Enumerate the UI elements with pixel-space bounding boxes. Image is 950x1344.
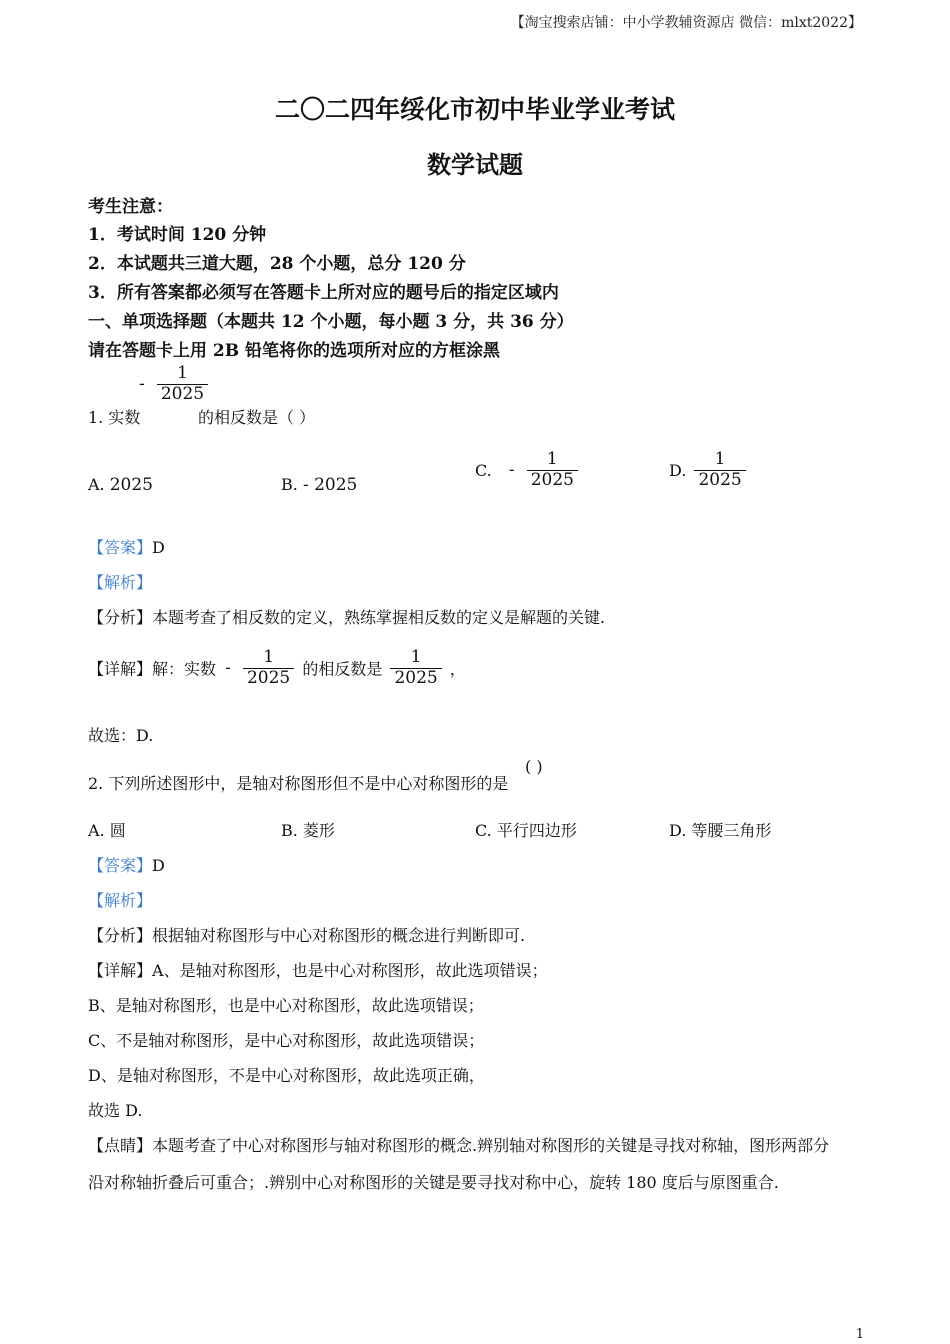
answer-value: D: [152, 856, 165, 875]
notice-heading: 考生注意：: [88, 197, 173, 217]
q2-option-c: C. 平行四边形: [475, 821, 577, 840]
notice-item: 3．所有答案都必须写在答题卡上所对应的题号后的指定区域内: [88, 283, 559, 303]
fenxi-text: 根据轴对称图形与中心对称图形的概念进行判断即可.: [152, 926, 526, 945]
q1-answer: [88, 535, 165, 558]
q1-fraction: [139, 364, 211, 404]
q2-detail-line: B、是轴对称图形，也是中心对称图形，故此选项错误；: [88, 996, 484, 1015]
detail-text: A、是轴对称图形，也是中心对称图形，故此选项错误；: [152, 961, 548, 980]
dianjing-tag: 【点睛】: [88, 1136, 153, 1155]
q1-option-b: [281, 475, 357, 495]
numerator: 1: [546, 449, 558, 469]
option-label: A.: [88, 475, 105, 494]
q2-dianjing: [88, 1133, 829, 1156]
q2-fenxi: [88, 923, 525, 946]
fraction: [694, 450, 745, 490]
q2-detail-line: C、不是轴对称图形，是中心对称图形，故此选项错误；: [88, 1031, 485, 1050]
detail-tag: 【详解】: [88, 659, 153, 679]
answer-value: D: [152, 538, 165, 557]
numerator: 1: [177, 363, 188, 383]
fraction: [157, 364, 208, 404]
exam-subtitle: 数学试题: [427, 150, 523, 179]
minus-sign: -: [225, 658, 231, 679]
denominator: 2025: [246, 667, 291, 688]
q1-prefix: 1. 实数: [88, 408, 141, 427]
fraction: [527, 450, 578, 490]
q2-option-b: B. 菱形: [281, 821, 335, 840]
q2-option-d: D. 等腰三角形: [669, 821, 772, 840]
q1-option-d: [669, 450, 749, 490]
minus-sign: -: [139, 373, 145, 394]
detail-text: 解：实数: [152, 659, 217, 679]
fenxi-text: 本题考查了相反数的定义，熟练掌握相反数的定义是解题的关键.: [152, 608, 606, 627]
exam-title: 二〇二四年绥化市初中毕业学业考试: [274, 95, 675, 124]
detail-text: 的相反数是: [302, 659, 383, 679]
q1-analysis-tag: 【解析】: [88, 573, 153, 592]
section-title: 一、单项选择题（本题共 12 个小题，每小题 3 分，共 36 分）: [88, 312, 574, 332]
q1-option-c: [475, 450, 581, 490]
q2-bracket: ( ): [525, 757, 543, 776]
detail-tag: 【详解】: [88, 961, 153, 980]
q2-detail-line: D、是轴对称图形，不是中心对称图形，故此选项正确，: [88, 1066, 485, 1085]
option-label: D.: [669, 460, 687, 480]
fenxi-tag: 【分析】: [88, 608, 153, 627]
fraction: [390, 648, 441, 688]
option-value: 2025: [109, 475, 153, 495]
option-value: - 2025: [302, 475, 358, 495]
detail-text: ，: [449, 659, 466, 679]
q2-detail: [88, 958, 548, 981]
numerator: 1: [714, 449, 726, 469]
q1-detail: [88, 648, 466, 688]
denominator: 2025: [698, 469, 742, 490]
denominator: 2025: [160, 383, 205, 404]
fenxi-tag: 【分析】: [88, 926, 153, 945]
page-number: 1: [855, 1327, 864, 1342]
q1-choose: 故选：D.: [88, 726, 154, 745]
fraction: [243, 648, 294, 688]
shop-note: 【淘宝搜索店铺：中小学教辅资源店 微信：mlxt2022】: [510, 15, 862, 31]
notice-item: 1．考试时间 120 分钟: [88, 225, 267, 245]
answer-tag: 【答案】: [88, 856, 153, 875]
option-label: B.: [281, 475, 298, 494]
q2-option-a: A. 圆: [88, 821, 126, 840]
denominator: 2025: [530, 469, 574, 490]
numerator: 1: [410, 647, 422, 667]
q1-fenxi: [88, 605, 605, 628]
q2-answer: [88, 853, 165, 876]
answer-tag: 【答案】: [88, 538, 153, 557]
dianjing-text: 本题考查了中心对称图形与轴对称图形的概念.辨别轴对称图形的关键是寻找对称轴，图形两部分: [152, 1136, 830, 1155]
q1-suffix: 的相反数是（ ）: [198, 408, 316, 427]
q2-stem: 2. 下列所述图形中，是轴对称图形但不是中心对称图形的是: [88, 774, 509, 793]
q2-analysis-tag: 【解析】: [88, 891, 153, 910]
q1-option-a: [88, 475, 153, 495]
notice-item: 2．本试题共三道大题，28 个小题，总分 120 分: [88, 254, 466, 274]
denominator: 2025: [394, 667, 438, 688]
numerator: 1: [263, 647, 275, 667]
q2-dianjing-line: 沿对称轴折叠后可重合；.辨别中心对称图形的关键是要寻找对称中心，旋转 180 度后与原图重合.: [88, 1173, 779, 1192]
q2-choose: 故选 D.: [88, 1101, 143, 1120]
section-instruction: 请在答题卡上用 2B 铅笔将你的选项所对应的方框涂黑: [88, 341, 501, 361]
option-label: C.: [475, 460, 492, 480]
minus-sign: -: [508, 460, 515, 481]
